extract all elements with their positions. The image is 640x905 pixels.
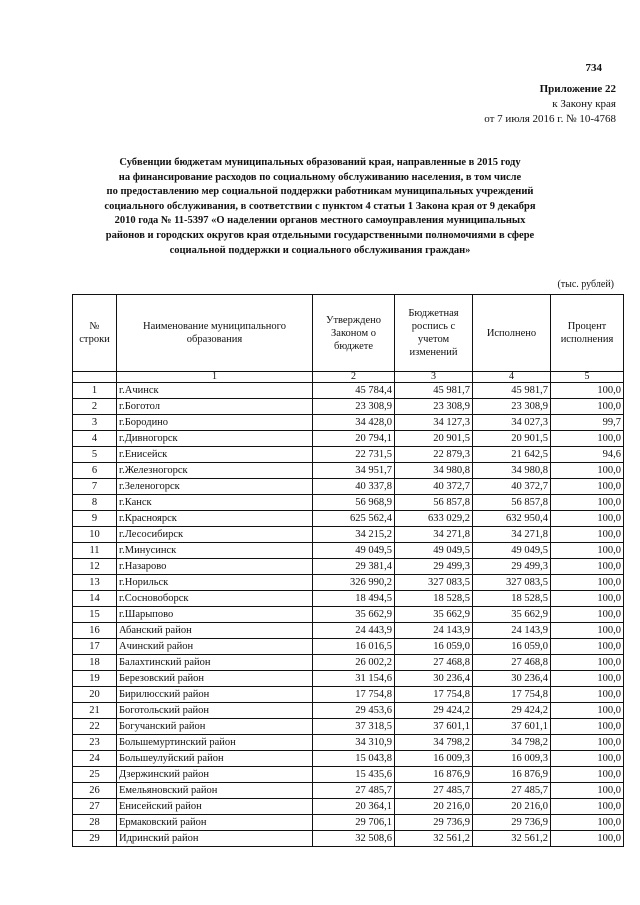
municipality-cell: г.Бородино (117, 415, 313, 431)
percent-cell: 100,0 (551, 399, 624, 415)
approved-cell: 27 485,7 (313, 783, 395, 799)
row-number-cell: 4 (73, 431, 117, 447)
approved-cell: 15 043,8 (313, 751, 395, 767)
table-row (73, 735, 624, 751)
approved-cell: 35 662,9 (313, 607, 395, 623)
table-row (73, 527, 624, 543)
percent-cell: 100,0 (551, 431, 624, 447)
executed-cell: 16 059,0 (473, 639, 551, 655)
row-number-cell: 21 (73, 703, 117, 719)
percent-cell: 100,0 (551, 687, 624, 703)
budget-table (72, 294, 624, 847)
table-row (73, 655, 624, 671)
approved-cell: 17 754,8 (313, 687, 395, 703)
approved-cell: 49 049,5 (313, 543, 395, 559)
municipality-cell: г.Зеленогорск (117, 479, 313, 495)
row-number-cell: 13 (73, 575, 117, 591)
table-row (73, 399, 624, 415)
row-number-cell: 27 (73, 799, 117, 815)
municipality-cell: Ачинский район (117, 639, 313, 655)
budget-list-cell: 16 876,9 (395, 767, 473, 783)
municipality-cell: Дзержинский район (117, 767, 313, 783)
table-row (73, 623, 624, 639)
municipality-cell: Богучанский район (117, 719, 313, 735)
table-row (73, 543, 624, 559)
approved-cell: 20 794,1 (313, 431, 395, 447)
column-number: 5 (551, 372, 624, 383)
table-row (73, 383, 624, 399)
row-number-cell: 18 (73, 655, 117, 671)
table-row (73, 495, 624, 511)
municipality-cell: г.Шарыпово (117, 607, 313, 623)
percent-cell: 100,0 (551, 655, 624, 671)
table-row (73, 607, 624, 623)
executed-cell: 29 499,3 (473, 559, 551, 575)
row-number-cell: 12 (73, 559, 117, 575)
approved-cell: 16 016,5 (313, 639, 395, 655)
title-line: на финансирование расходов по социальному обслуживанию населения, в том числе (118, 171, 522, 183)
budget-list-cell: 35 662,9 (395, 607, 473, 623)
header-percent: Процент исполнения (551, 295, 624, 372)
row-number-cell: 29 (73, 831, 117, 847)
municipality-cell: Емельяновский район (117, 783, 313, 799)
budget-list-cell: 29 424,2 (395, 703, 473, 719)
table-row (73, 431, 624, 447)
row-number-cell: 28 (73, 815, 117, 831)
title-line: районов и городских округов края отдельными государственными полномочиями в сфере (105, 229, 535, 241)
approved-cell: 22 731,5 (313, 447, 395, 463)
approved-cell: 31 154,6 (313, 671, 395, 687)
table-row (73, 703, 624, 719)
table-row (73, 447, 624, 463)
budget-list-cell: 16 059,0 (395, 639, 473, 655)
table-row (73, 511, 624, 527)
percent-cell: 100,0 (551, 543, 624, 559)
percent-cell: 100,0 (551, 559, 624, 575)
budget-list-cell: 633 029,2 (395, 511, 473, 527)
budget-list-cell: 34 798,2 (395, 735, 473, 751)
column-number (73, 372, 117, 383)
executed-cell: 27 468,8 (473, 655, 551, 671)
budget-list-cell: 40 372,7 (395, 479, 473, 495)
appendix-law: к Закону края (552, 98, 616, 110)
table-row (73, 719, 624, 735)
appendix-title: Приложение 22 (539, 83, 616, 95)
row-number-cell: 19 (73, 671, 117, 687)
header-executed: Исполнено (473, 295, 551, 372)
budget-list-cell: 27 468,8 (395, 655, 473, 671)
title-line: по предоставлению мер социальной поддержки работникам муниципальных учреждений (106, 186, 534, 198)
budget-list-cell: 32 561,2 (395, 831, 473, 847)
executed-cell: 35 662,9 (473, 607, 551, 623)
budget-list-cell: 22 879,3 (395, 447, 473, 463)
approved-cell: 26 002,2 (313, 655, 395, 671)
percent-cell: 100,0 (551, 751, 624, 767)
percent-cell: 100,0 (551, 767, 624, 783)
header-budget-list: Бюджетная роспись с учетом изменений (395, 295, 473, 372)
table-body (73, 383, 624, 847)
approved-cell: 29 706,1 (313, 815, 395, 831)
row-number-cell: 5 (73, 447, 117, 463)
executed-cell: 34 271,8 (473, 527, 551, 543)
budget-list-cell: 34 271,8 (395, 527, 473, 543)
budget-list-cell: 49 049,5 (395, 543, 473, 559)
approved-cell: 34 310,9 (313, 735, 395, 751)
executed-cell: 45 981,7 (473, 383, 551, 399)
document-title (60, 156, 580, 258)
percent-cell: 100,0 (551, 607, 624, 623)
executed-cell: 20 901,5 (473, 431, 551, 447)
table-row (73, 687, 624, 703)
table-row (73, 415, 624, 431)
budget-list-cell: 30 236,4 (395, 671, 473, 687)
approved-cell: 34 951,7 (313, 463, 395, 479)
table-row (73, 639, 624, 655)
municipality-cell: Идринский район (117, 831, 313, 847)
executed-cell: 27 485,7 (473, 783, 551, 799)
executed-cell: 17 754,8 (473, 687, 551, 703)
municipality-cell: г.Енисейск (117, 447, 313, 463)
percent-cell: 100,0 (551, 703, 624, 719)
row-number-cell: 22 (73, 719, 117, 735)
title-line: 2010 года № 11-5397 «О наделении органов местного самоуправления муниципальных (114, 215, 526, 227)
percent-cell: 100,0 (551, 799, 624, 815)
page-number: 734 (585, 62, 602, 74)
executed-cell: 18 528,5 (473, 591, 551, 607)
budget-list-cell: 29 499,3 (395, 559, 473, 575)
budget-list-cell: 24 143,9 (395, 623, 473, 639)
budget-list-cell: 34 980,8 (395, 463, 473, 479)
percent-cell: 100,0 (551, 495, 624, 511)
budget-list-cell: 56 857,8 (395, 495, 473, 511)
budget-list-cell: 20 216,0 (395, 799, 473, 815)
percent-cell: 100,0 (551, 463, 624, 479)
budget-list-cell: 37 601,1 (395, 719, 473, 735)
percent-cell: 100,0 (551, 479, 624, 495)
row-number-cell: 16 (73, 623, 117, 639)
budget-list-cell: 16 009,3 (395, 751, 473, 767)
executed-cell: 23 308,9 (473, 399, 551, 415)
table-row (73, 799, 624, 815)
executed-cell: 29 736,9 (473, 815, 551, 831)
municipality-cell: Ермаковский район (117, 815, 313, 831)
appendix-block (484, 82, 616, 127)
executed-cell: 30 236,4 (473, 671, 551, 687)
row-number-cell: 20 (73, 687, 117, 703)
title-line: социальной поддержки и социального обслуживания граждан» (169, 244, 471, 256)
column-number-row (73, 372, 624, 383)
executed-cell: 16 876,9 (473, 767, 551, 783)
percent-cell: 94,6 (551, 447, 624, 463)
budget-list-cell: 45 981,7 (395, 383, 473, 399)
percent-cell: 100,0 (551, 527, 624, 543)
percent-cell: 100,0 (551, 623, 624, 639)
table-row (73, 463, 624, 479)
table-row (73, 831, 624, 847)
column-number: 2 (313, 372, 395, 383)
percent-cell: 100,0 (551, 719, 624, 735)
percent-cell: 99,7 (551, 415, 624, 431)
executed-cell: 632 950,4 (473, 511, 551, 527)
table-row (73, 479, 624, 495)
budget-list-cell: 27 485,7 (395, 783, 473, 799)
row-number-cell: 17 (73, 639, 117, 655)
row-number-cell: 23 (73, 735, 117, 751)
municipality-cell: Балахтинский район (117, 655, 313, 671)
percent-cell: 100,0 (551, 383, 624, 399)
approved-cell: 24 443,9 (313, 623, 395, 639)
header-municipality: Наименование муниципального образования (117, 295, 313, 372)
row-number-cell: 26 (73, 783, 117, 799)
budget-list-cell: 23 308,9 (395, 399, 473, 415)
row-number-cell: 14 (73, 591, 117, 607)
municipality-cell: Большеулуйский район (117, 751, 313, 767)
percent-cell: 100,0 (551, 639, 624, 655)
percent-cell: 100,0 (551, 575, 624, 591)
approved-cell: 40 337,8 (313, 479, 395, 495)
approved-cell: 34 215,2 (313, 527, 395, 543)
approved-cell: 18 494,5 (313, 591, 395, 607)
approved-cell: 625 562,4 (313, 511, 395, 527)
municipality-cell: г.Минусинск (117, 543, 313, 559)
executed-cell: 327 083,5 (473, 575, 551, 591)
percent-cell: 100,0 (551, 591, 624, 607)
executed-cell: 34 798,2 (473, 735, 551, 751)
title-line: социального обслуживания, в соответствии с пунктом 4 статьи 1 Закона края от 9 декабря (104, 200, 536, 212)
budget-list-cell: 34 127,3 (395, 415, 473, 431)
approved-cell: 29 453,6 (313, 703, 395, 719)
municipality-cell: Бирилюсский район (117, 687, 313, 703)
municipality-cell: Большемуртинский район (117, 735, 313, 751)
municipality-cell: Боготольский район (117, 703, 313, 719)
column-number: 3 (395, 372, 473, 383)
municipality-cell: г.Лесосибирск (117, 527, 313, 543)
budget-list-cell: 17 754,8 (395, 687, 473, 703)
approved-cell: 23 308,9 (313, 399, 395, 415)
executed-cell: 32 561,2 (473, 831, 551, 847)
executed-cell: 37 601,1 (473, 719, 551, 735)
row-number-cell: 11 (73, 543, 117, 559)
table-row (73, 671, 624, 687)
row-number-cell: 6 (73, 463, 117, 479)
table-row (73, 575, 624, 591)
municipality-cell: г.Канск (117, 495, 313, 511)
percent-cell: 100,0 (551, 831, 624, 847)
approved-cell: 29 381,4 (313, 559, 395, 575)
municipality-cell: г.Сосновоборск (117, 591, 313, 607)
budget-list-cell: 20 901,5 (395, 431, 473, 447)
executed-cell: 24 143,9 (473, 623, 551, 639)
table-row (73, 591, 624, 607)
row-number-cell: 2 (73, 399, 117, 415)
table-row (73, 559, 624, 575)
row-number-cell: 15 (73, 607, 117, 623)
executed-cell: 20 216,0 (473, 799, 551, 815)
executed-cell: 56 857,8 (473, 495, 551, 511)
row-number-cell: 25 (73, 767, 117, 783)
approved-cell: 34 428,0 (313, 415, 395, 431)
executed-cell: 16 009,3 (473, 751, 551, 767)
column-number: 4 (473, 372, 551, 383)
table-row (73, 815, 624, 831)
executed-cell: 49 049,5 (473, 543, 551, 559)
budget-list-cell: 18 528,5 (395, 591, 473, 607)
table-row (73, 783, 624, 799)
executed-cell: 40 372,7 (473, 479, 551, 495)
percent-cell: 100,0 (551, 815, 624, 831)
row-number-cell: 3 (73, 415, 117, 431)
approved-cell: 20 364,1 (313, 799, 395, 815)
title-line: Субвенции бюджетам муниципальных образований края, направленные в 2015 году (119, 157, 521, 168)
municipality-cell: Абанский район (117, 623, 313, 639)
municipality-cell: Березовский район (117, 671, 313, 687)
approved-cell: 37 318,5 (313, 719, 395, 735)
municipality-cell: г.Ачинск (117, 383, 313, 399)
row-number-cell: 24 (73, 751, 117, 767)
municipality-cell: г.Дивногорск (117, 431, 313, 447)
header-row (73, 295, 624, 372)
table-row (73, 751, 624, 767)
approved-cell: 56 968,9 (313, 495, 395, 511)
approved-cell: 45 784,4 (313, 383, 395, 399)
municipality-cell: г.Назарово (117, 559, 313, 575)
executed-cell: 21 642,5 (473, 447, 551, 463)
row-number-cell: 1 (73, 383, 117, 399)
municipality-cell: г.Боготол (117, 399, 313, 415)
percent-cell: 100,0 (551, 671, 624, 687)
header-row-number: № строки (73, 295, 117, 372)
executed-cell: 34 980,8 (473, 463, 551, 479)
header-approved: Утверждено Законом о бюджете (313, 295, 395, 372)
approved-cell: 32 508,6 (313, 831, 395, 847)
row-number-cell: 10 (73, 527, 117, 543)
percent-cell: 100,0 (551, 735, 624, 751)
municipality-cell: г.Норильск (117, 575, 313, 591)
column-number: 1 (117, 372, 313, 383)
budget-list-cell: 327 083,5 (395, 575, 473, 591)
row-number-cell: 7 (73, 479, 117, 495)
municipality-cell: г.Красноярск (117, 511, 313, 527)
municipality-cell: Енисейский район (117, 799, 313, 815)
row-number-cell: 8 (73, 495, 117, 511)
approved-cell: 326 990,2 (313, 575, 395, 591)
executed-cell: 34 027,3 (473, 415, 551, 431)
municipality-cell: г.Железногорск (117, 463, 313, 479)
units-label: (тыс. рублей) (557, 279, 614, 290)
appendix-date: от 7 июля 2016 г. № 10-4768 (484, 113, 616, 125)
percent-cell: 100,0 (551, 511, 624, 527)
executed-cell: 29 424,2 (473, 703, 551, 719)
approved-cell: 15 435,6 (313, 767, 395, 783)
budget-list-cell: 29 736,9 (395, 815, 473, 831)
percent-cell: 100,0 (551, 783, 624, 799)
table-row (73, 767, 624, 783)
row-number-cell: 9 (73, 511, 117, 527)
